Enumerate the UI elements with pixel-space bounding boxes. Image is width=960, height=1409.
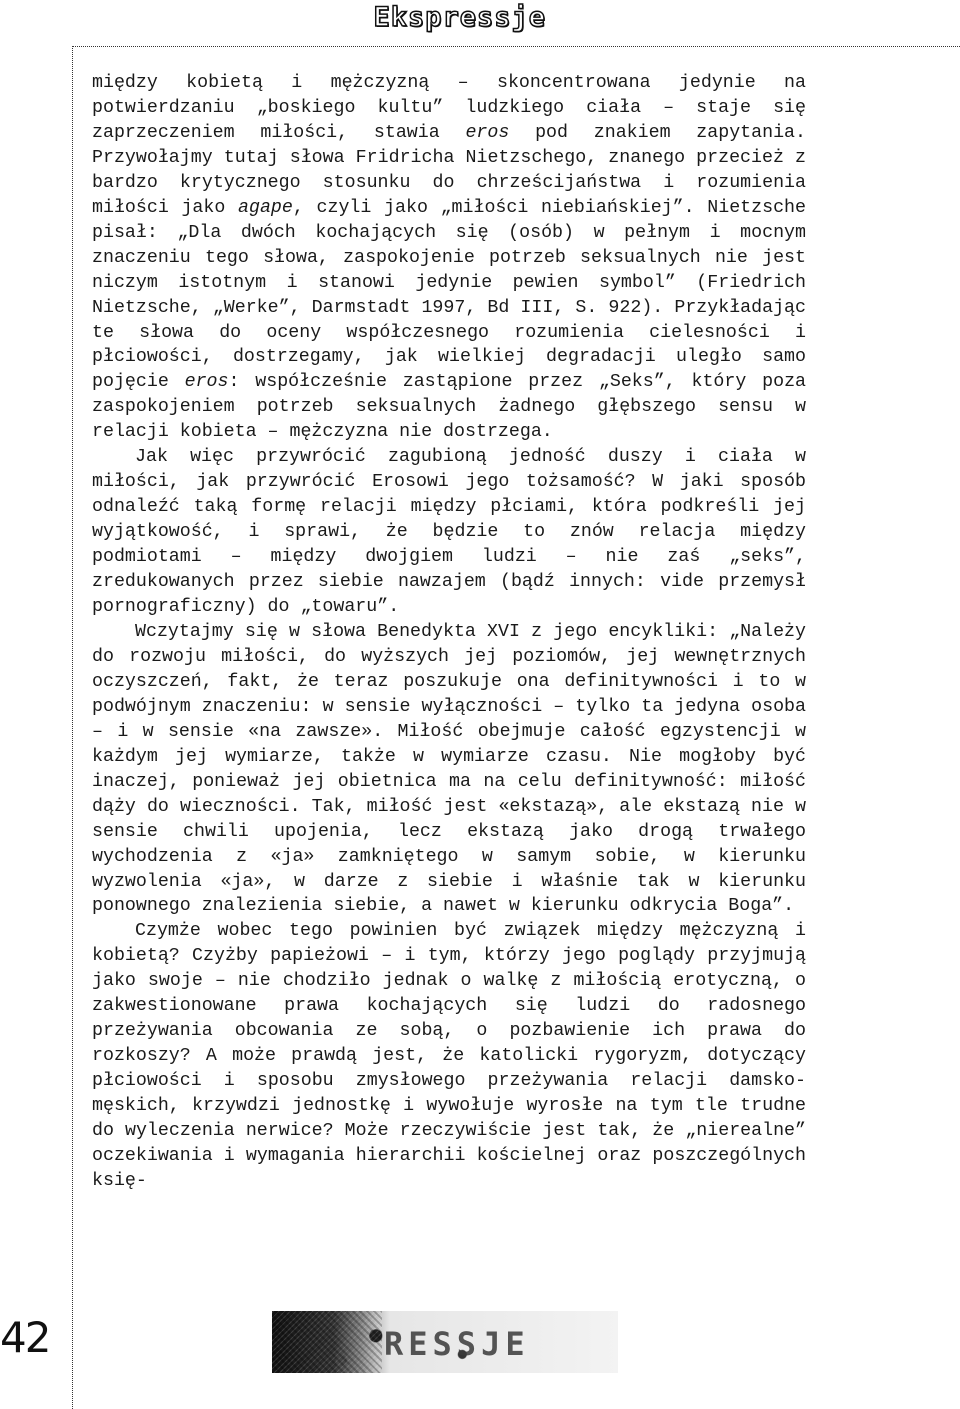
footer-logo-texture (272, 1311, 382, 1373)
paragraph-3: Wczytajmy się w słowa Benedykta XVI z jego encykliki: „Należy do rozwoju miłości, do wyższych jej poziomów, jej wewnętrznych oczyszczeń, fakt, że teraz poszukuje ona definitywności i to w podwójnym znaczeniu: w sensie wyłączności – tylko ta jedyna osoba – i w sensie «na zawsze». Miłość obejmuje całość egzystencji w każdym jej wymiarze, także w wymiarze czasu. Nie mogłoby być inaczej, ponieważ jej obietnica ma na celu definitywność: miłość dąży do wieczności. Tak, miłość jest «ekstazą», ale ekstazą nie w sensie chwili upojenia, lecz ekstazą jako drogą trwałego wychodzenia z «ja» zamkniętego w samym sobie, w kierunku wyzwolenia «ja», w darze z siebie i właśnie tak w kierunku ponownego znalezienia siebie, a nawet w kierunku odkrycia Boga”. (92, 621, 806, 917)
header-dotted-rule (72, 46, 960, 47)
eros-term-2: eros (184, 372, 229, 393)
eros-term: eros (465, 122, 510, 143)
paragraph-2: Jak więc przywrócić zagubioną jedność duszy i ciała w miłości, jak przywrócić Erosowi jego tożsamość? W jaki sposób odnaleźć taką formę relacji między płciami, która podkreśli jej wyjątkowość, i sprawi, że będzie to znów relacja między podmiotami – między dwojgiem ludzi – nie zaś „seks”, zredukowanych przez siebie nawzajem (bądź innych: vide przemysł pornograficzny) do „towaru”. (92, 447, 806, 618)
paragraph-1-part-c: , czyli jako „miłości niebiańskiej”. Nietzsche pisał: „Dla dwóch kochających się (osób) w pełnym i mocnym znaczeniu tego słowa, zaspokojenie potrzeb seksualnych nie jest niczym istotnym i stanowi jedynie pewien symbol” (Friedrich Nietzsche, „Werke”, Darmstadt 1997, Bd III, S. 922). Przykładając te słowa do oceny współczesnego rozumienia cielesności i płciowości, dostrzegamy, jak wielkiej degradacji uległo samo pojęcie (92, 197, 806, 393)
page-header-title: Ekspressje (373, 2, 546, 33)
agape-term: agape (238, 197, 293, 218)
paragraph-1-part-a: między kobietą i mężczyzną – skoncentrowana jedynie na potwierdzaniu „boskiego kultu” ludzkiego ciała – staje się zaprzeczeniem miłości, stawia (92, 73, 806, 143)
paragraph-1-part-b: pod znakiem zapytania. Przywołajmy tutaj słowa Fridricha Nietzschego, znanego przecież z bardzo krytycznego stosunku do chrześcijaństwa i rozumienia miłości jako (92, 122, 806, 218)
paragraph-1-part-d: : współcześnie zastąpione przez „Seks”, który poza zaspokojeniem potrzeb seksualnych żadnego głębszego sensu w relacji kobieta – mężczyzna nie dostrzega. (92, 372, 807, 443)
article-body (92, 71, 806, 1194)
page-number: 42 (0, 1313, 50, 1362)
paragraph-1 (92, 71, 806, 445)
margin-dotted-rule (72, 46, 73, 1409)
footer-logo-text: RESSJE (384, 1325, 530, 1363)
paragraph-4: Czymże wobec tego powinien być związek między mężczyzną i kobietą? Czyżby papieżowi – i tym, którzy jego poglądy przyjmują jako swoje – nie chodziło jednak o walkę z miłością erotyczną, o zakwestionowane prawa kochających się ludzi do radosnego przeżywania obcowania ze sobą, o pozbawienie ich prawa do rozkoszy? A może prawdą jest, że katolicki rygoryzm, dotyczący płciowości i sposobu zmysłowego przeżywania relacji damsko-męskich, krzywdzi jednostkę i wywołuje wyrosłe na tym tle trudne do wyleczenia nerwice? Może rzeczywiście jest tak, że „nierealne” oczekiwania i wymagania hierarchii kościelnej oraz poszczególnych księ- (92, 921, 806, 1191)
footer-logo (272, 1311, 618, 1373)
